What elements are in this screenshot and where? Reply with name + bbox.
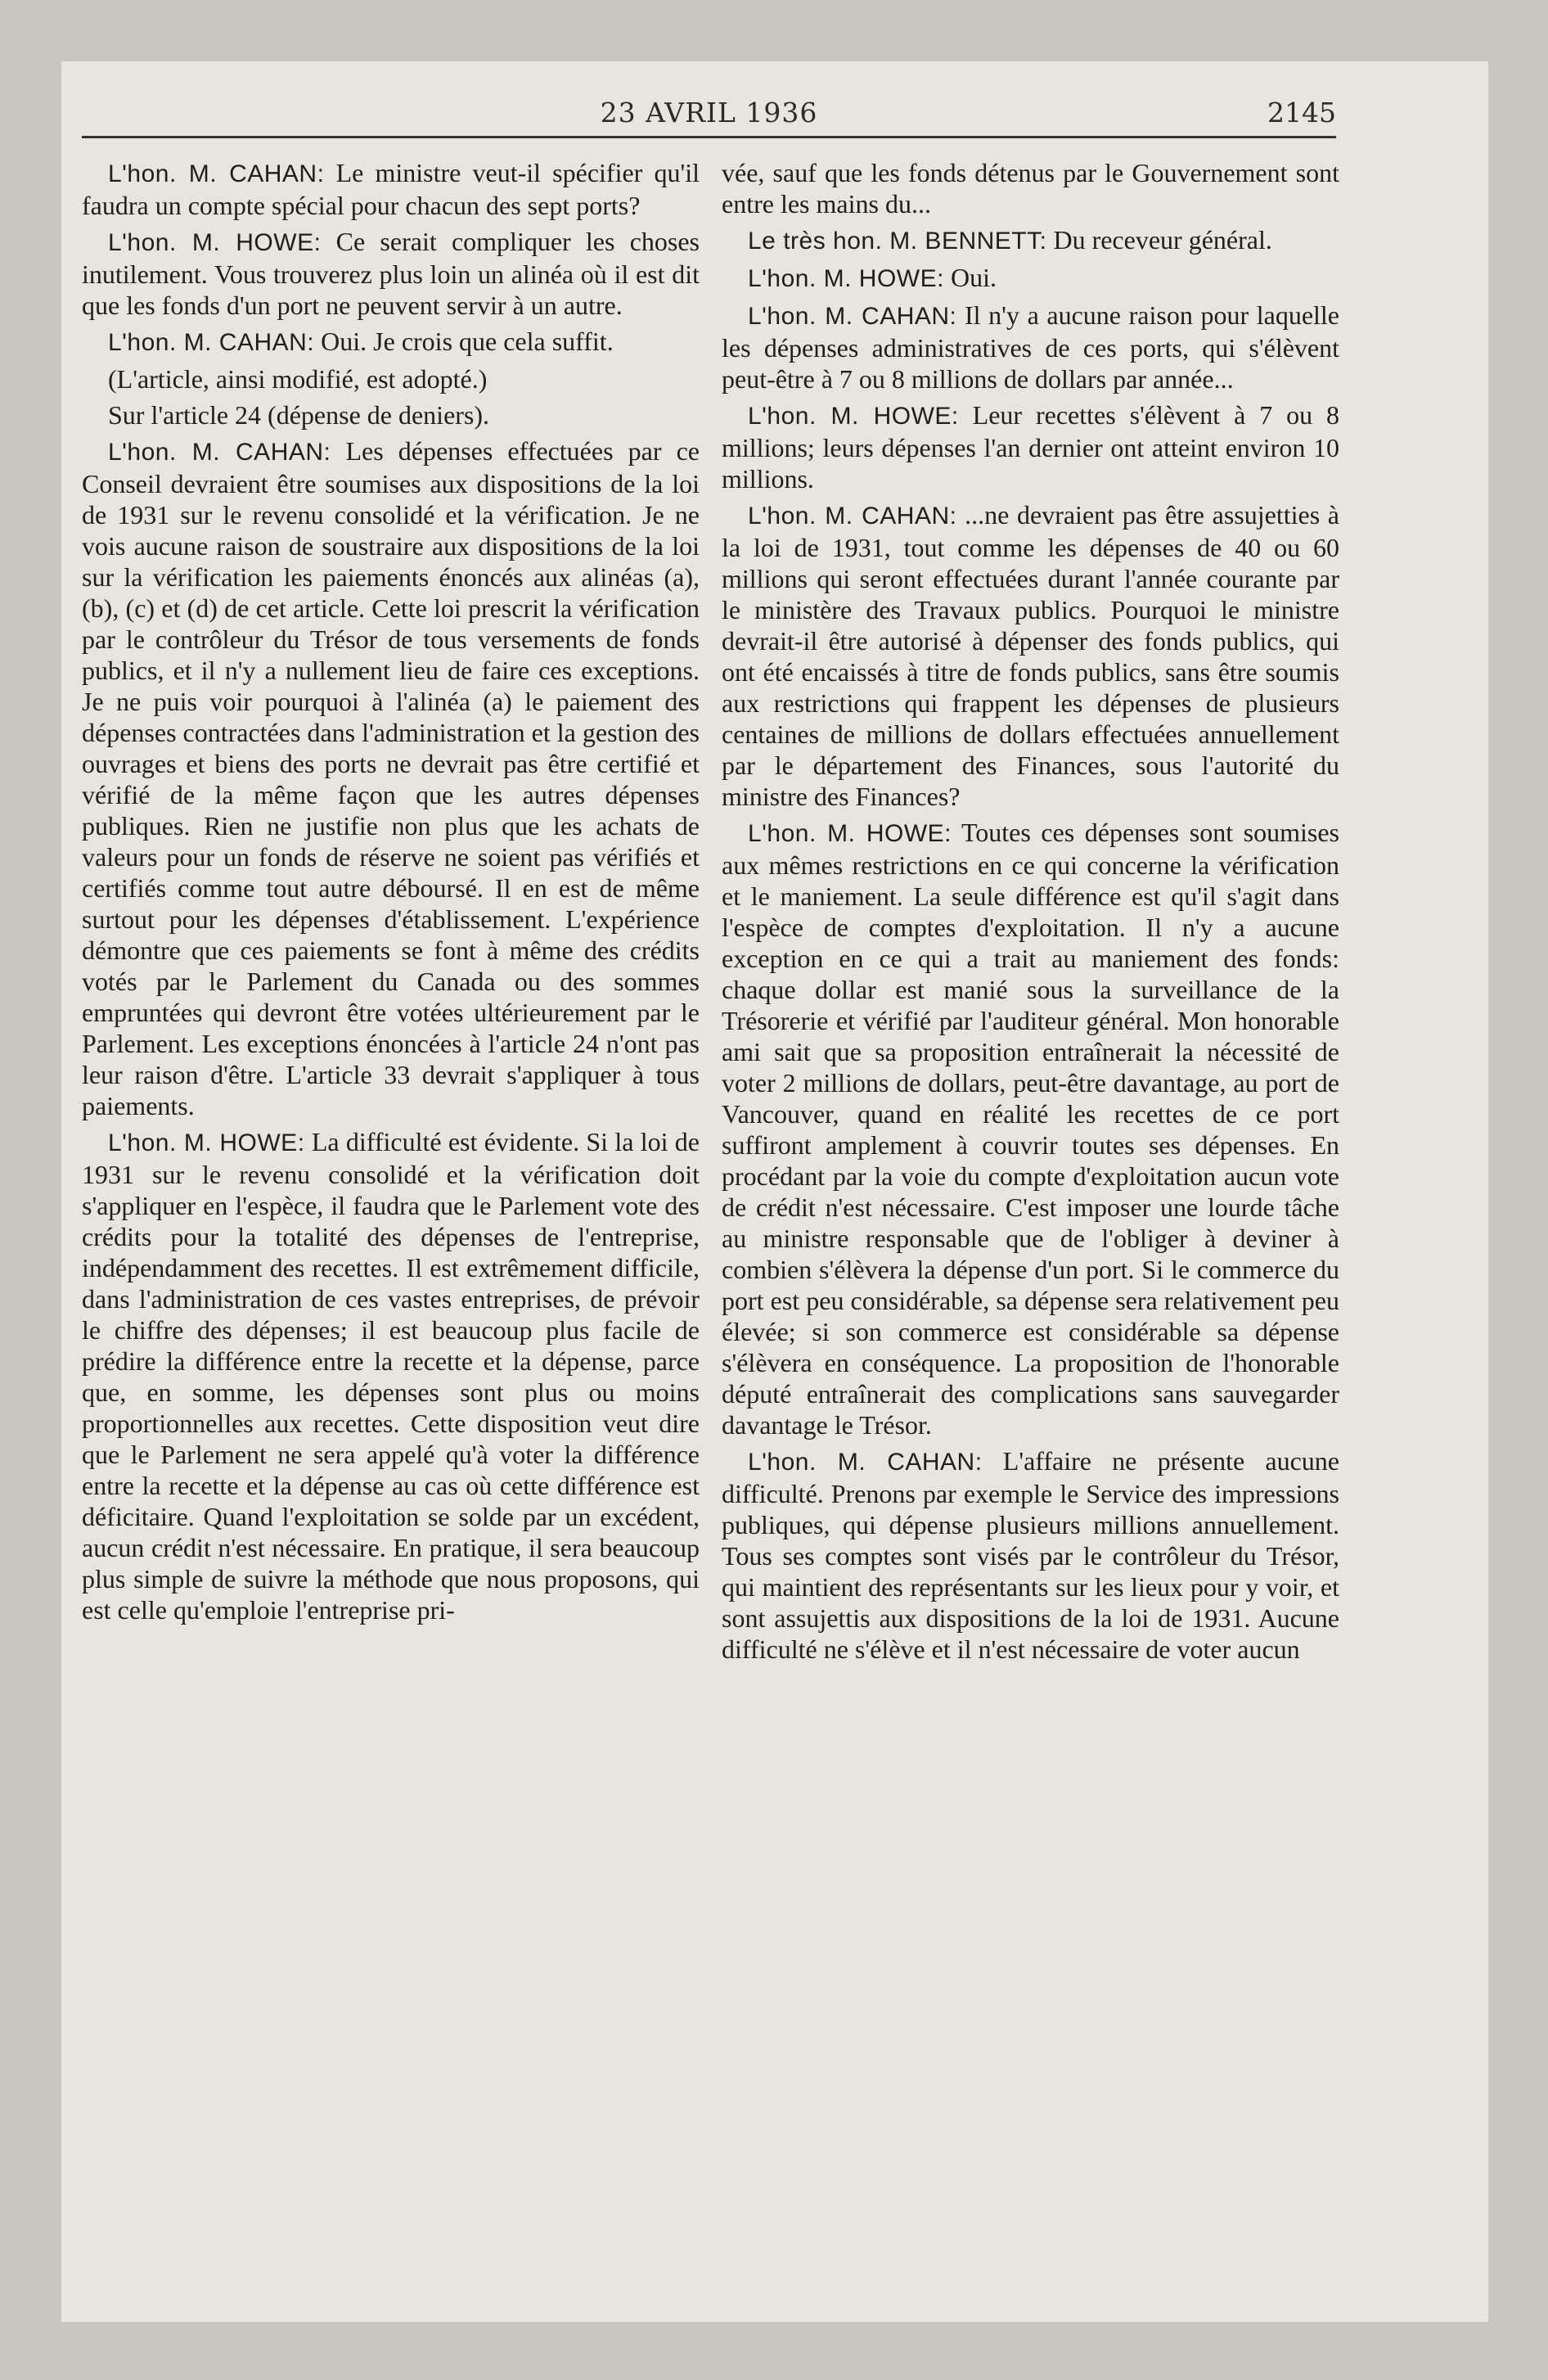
paragraph-text: Oui. (950, 263, 997, 292)
paragraph (82, 435, 700, 1121)
paragraph-text: Oui. Je crois que cela suffit. (321, 327, 614, 356)
header-date: 23 AVRIL 1936 (600, 97, 818, 128)
paragraph (82, 157, 700, 221)
paragraph (722, 224, 1339, 257)
right-column (722, 157, 1339, 1670)
speaker-name: L'hon. M. HOWE: (748, 265, 944, 292)
speaker-name: L'hon. M. CAHAN: (748, 1449, 983, 1476)
left-column (82, 157, 700, 1630)
page-header (82, 82, 1336, 131)
speaker-name: L'hon. M. CAHAN: (108, 439, 331, 466)
speaker-name: L'hon. M. CAHAN: (748, 503, 957, 530)
speaker-name: L'hon. M. HOWE: (748, 820, 952, 847)
speaker-name: Le très hon. M. BENNETT: (748, 228, 1047, 255)
paragraph-text: Du receveur général. (1053, 225, 1272, 255)
paragraph (722, 300, 1339, 394)
paragraph (82, 326, 700, 358)
paragraph (722, 399, 1339, 494)
speaker-name: L'hon. M. HOWE: (108, 229, 322, 256)
speaker-name: L'hon. M. HOWE: (748, 403, 959, 430)
paragraph-text: La difficulté est évidente. Si la loi de 1931 sur le revenu consolidé et la vérification doit s'appliquer en l'espèce, il faudra que le Parlement vote des crédits pour la totalité des dépenses de l'entreprise, indépendamment des recettes. Il est extrêmement difficile, dans l'administration de ces vastes entreprises, de prévoir le chiffre des dépenses; il est beaucoup plus facile de prédire la différence entre la recette et la dépense, parce que, en somme, les dépenses sont plus ou moins proportionnelles aux recettes. Cette disposition veut dire que le Parlement ne sera appelé qu'à voter la différence entre la recette et la dépense au cas où cette différence est déficitaire. Quand l'exploitation se solde par un excédent, aucun crédit n'est nécessaire. En pratique, il sera beaucoup plus simple de suivre la méthode que nous proposons, qui est celle qu'emploie l'entreprise pri- (82, 1127, 700, 1625)
paragraph (82, 226, 700, 321)
paragraph-text: Sur l'article 24 (dépense de deniers). (108, 400, 490, 430)
paragraph-text: Il n'y a aucune raison pour laquelle les dépenses administratives de ces ports, qui s'élèvent peut-être à 7 ou 8 millions de dollars par année... (722, 300, 1340, 394)
paragraph-text: Ce serait compliquer les choses inutilement. Vous trouverez plus loin un alinéa où il est dit que les fonds d'un port ne peuvent servir à un autre. (82, 227, 700, 320)
paragraph-text: (L'article, ainsi modifié, est adopté.) (108, 364, 488, 394)
header-rule (82, 136, 1336, 138)
paragraph-text: ...ne devraient pas être assujetties à la loi de 1931, tout comme les dépenses de 40 ou 60 millions qui seront effectuées durant l'année courante par le ministère des Travaux publics. Pourquoi le ministre devrait-il être autorisé à dépenser des fonds publics, qui ont été encaissés à titre de fonds publics, sans être soumis aux restrictions qui frappent les dépenses de plusieurs centaines de millions de dollars effectuées annuellement par le département des Finances, sous l'autorité du ministre des Finances? (722, 500, 1339, 811)
paragraph-text: Toutes ces dépenses sont soumises aux mêmes restrictions en ce qui concerne la vérification et le maniement. La seule différence est qu'il s'agit dans l'espèce de comptes d'exploitation. Il n'y a aucune exception en ce qui a trait au maniement des fonds: chaque dollar est manié sous la surveillance de la Trésorerie et vérifié par l'auditeur général. Mon honorable ami sait que sa proposition entraînerait la nécessité de voter 2 millions de dollars, peut-être davantage, au port de Vancouver, quand en réalité les recettes de ce port suffiront amplement à couvrir toutes ses dépenses. En procédant par la voie du compte d'exploitation aucun vote de crédit n'est nécessaire. C'est imposer une lourde tâche au ministre responsable que de l'obliger à deviner à combien s'élèvera la dépense d'un port. Si le commerce du port est peu considérable, sa dépense sera relativement peu élevée; si son commerce est considérable sa dépense s'élèvera en conséquence. La proposition de l'honorable député entraînerait des complications sans sauvegarder davantage le Trésor. (722, 818, 1339, 1440)
paragraph-text: Leur recettes s'élèvent à 7 ou 8 millions; leurs dépenses l'an dernier ont atteint environ 10 millions. (722, 400, 1340, 494)
paragraph (722, 262, 1339, 295)
paragraph-text: Le ministre veut-il spécifier qu'il faudra un compte spécial pour chacun des sept ports? (82, 158, 700, 220)
page-number: 2145 (1267, 97, 1336, 128)
paragraph (722, 157, 1339, 219)
paragraph (722, 499, 1339, 812)
speaker-name: L'hon. M. CAHAN: (108, 329, 315, 356)
speaker-name: L'hon. M. HOWE: (108, 1129, 305, 1156)
paragraph (82, 363, 700, 394)
paragraph (82, 1126, 700, 1625)
paragraph-text: L'affaire ne présente aucune difficulté. Prenons par exemple le Service des impressions publiques, qui dépense plusieurs millions annuellement. Tous ses comptes sont visés par le contrôleur du Trésor, qui maintient des représentants sur les lieux pour y voir, et sont assujettis aux dispositions de la loi de 1931. Aucune difficulté ne s'élève et il n'est nécessaire de voter aucun (722, 1446, 1339, 1664)
paragraph-text: vée, sauf que les fonds détenus par le Gouvernement sont entre les mains du... (722, 158, 1339, 219)
paragraph-text: Les dépenses effectuées par ce Conseil devraient être soumises aux dispositions de la loi de 1931 sur le revenu consolidé et la vérification. Je ne vois aucune raison de soustraire aux dispositions de la loi sur la vérification les paiements énoncés aux alinéas (a), (b), (c) et (d) de cet article. Cette loi prescrit la vérification par le contrôleur du Trésor de tous versements de fonds publics, et il n'y a nullement lieu de faire ces exceptions. Je ne puis voir pourquoi à l'alinéa (a) le paiement des dépenses contractées dans l'administration et la gestion des ouvrages et biens des ports ne devrait pas être certifié et vérifié de la même façon que les autres dépenses publiques. Rien ne justifie non plus que les achats de valeurs pour un fonds de réserve ne soient pas vérifiés et certifiés comme tout autre déboursé. Il en est de même surtout pour les dépenses d'établissement. L'expérience démontre que ces paiements se font à même des crédits votés par le Parlement du Canada ou des sommes empruntées qui devront être votées ultérieurement par le Parlement. Les exceptions énoncées à l'article 24 n'ont pas leur raison d'être. L'article 33 devrait s'appliquer à tous paiements. (82, 436, 700, 1120)
paragraph (722, 817, 1339, 1440)
speaker-name: L'hon. M. CAHAN: (748, 303, 957, 330)
speaker-name: L'hon. M. CAHAN: (108, 160, 325, 187)
paragraph (82, 399, 700, 430)
paragraph (722, 1445, 1339, 1665)
